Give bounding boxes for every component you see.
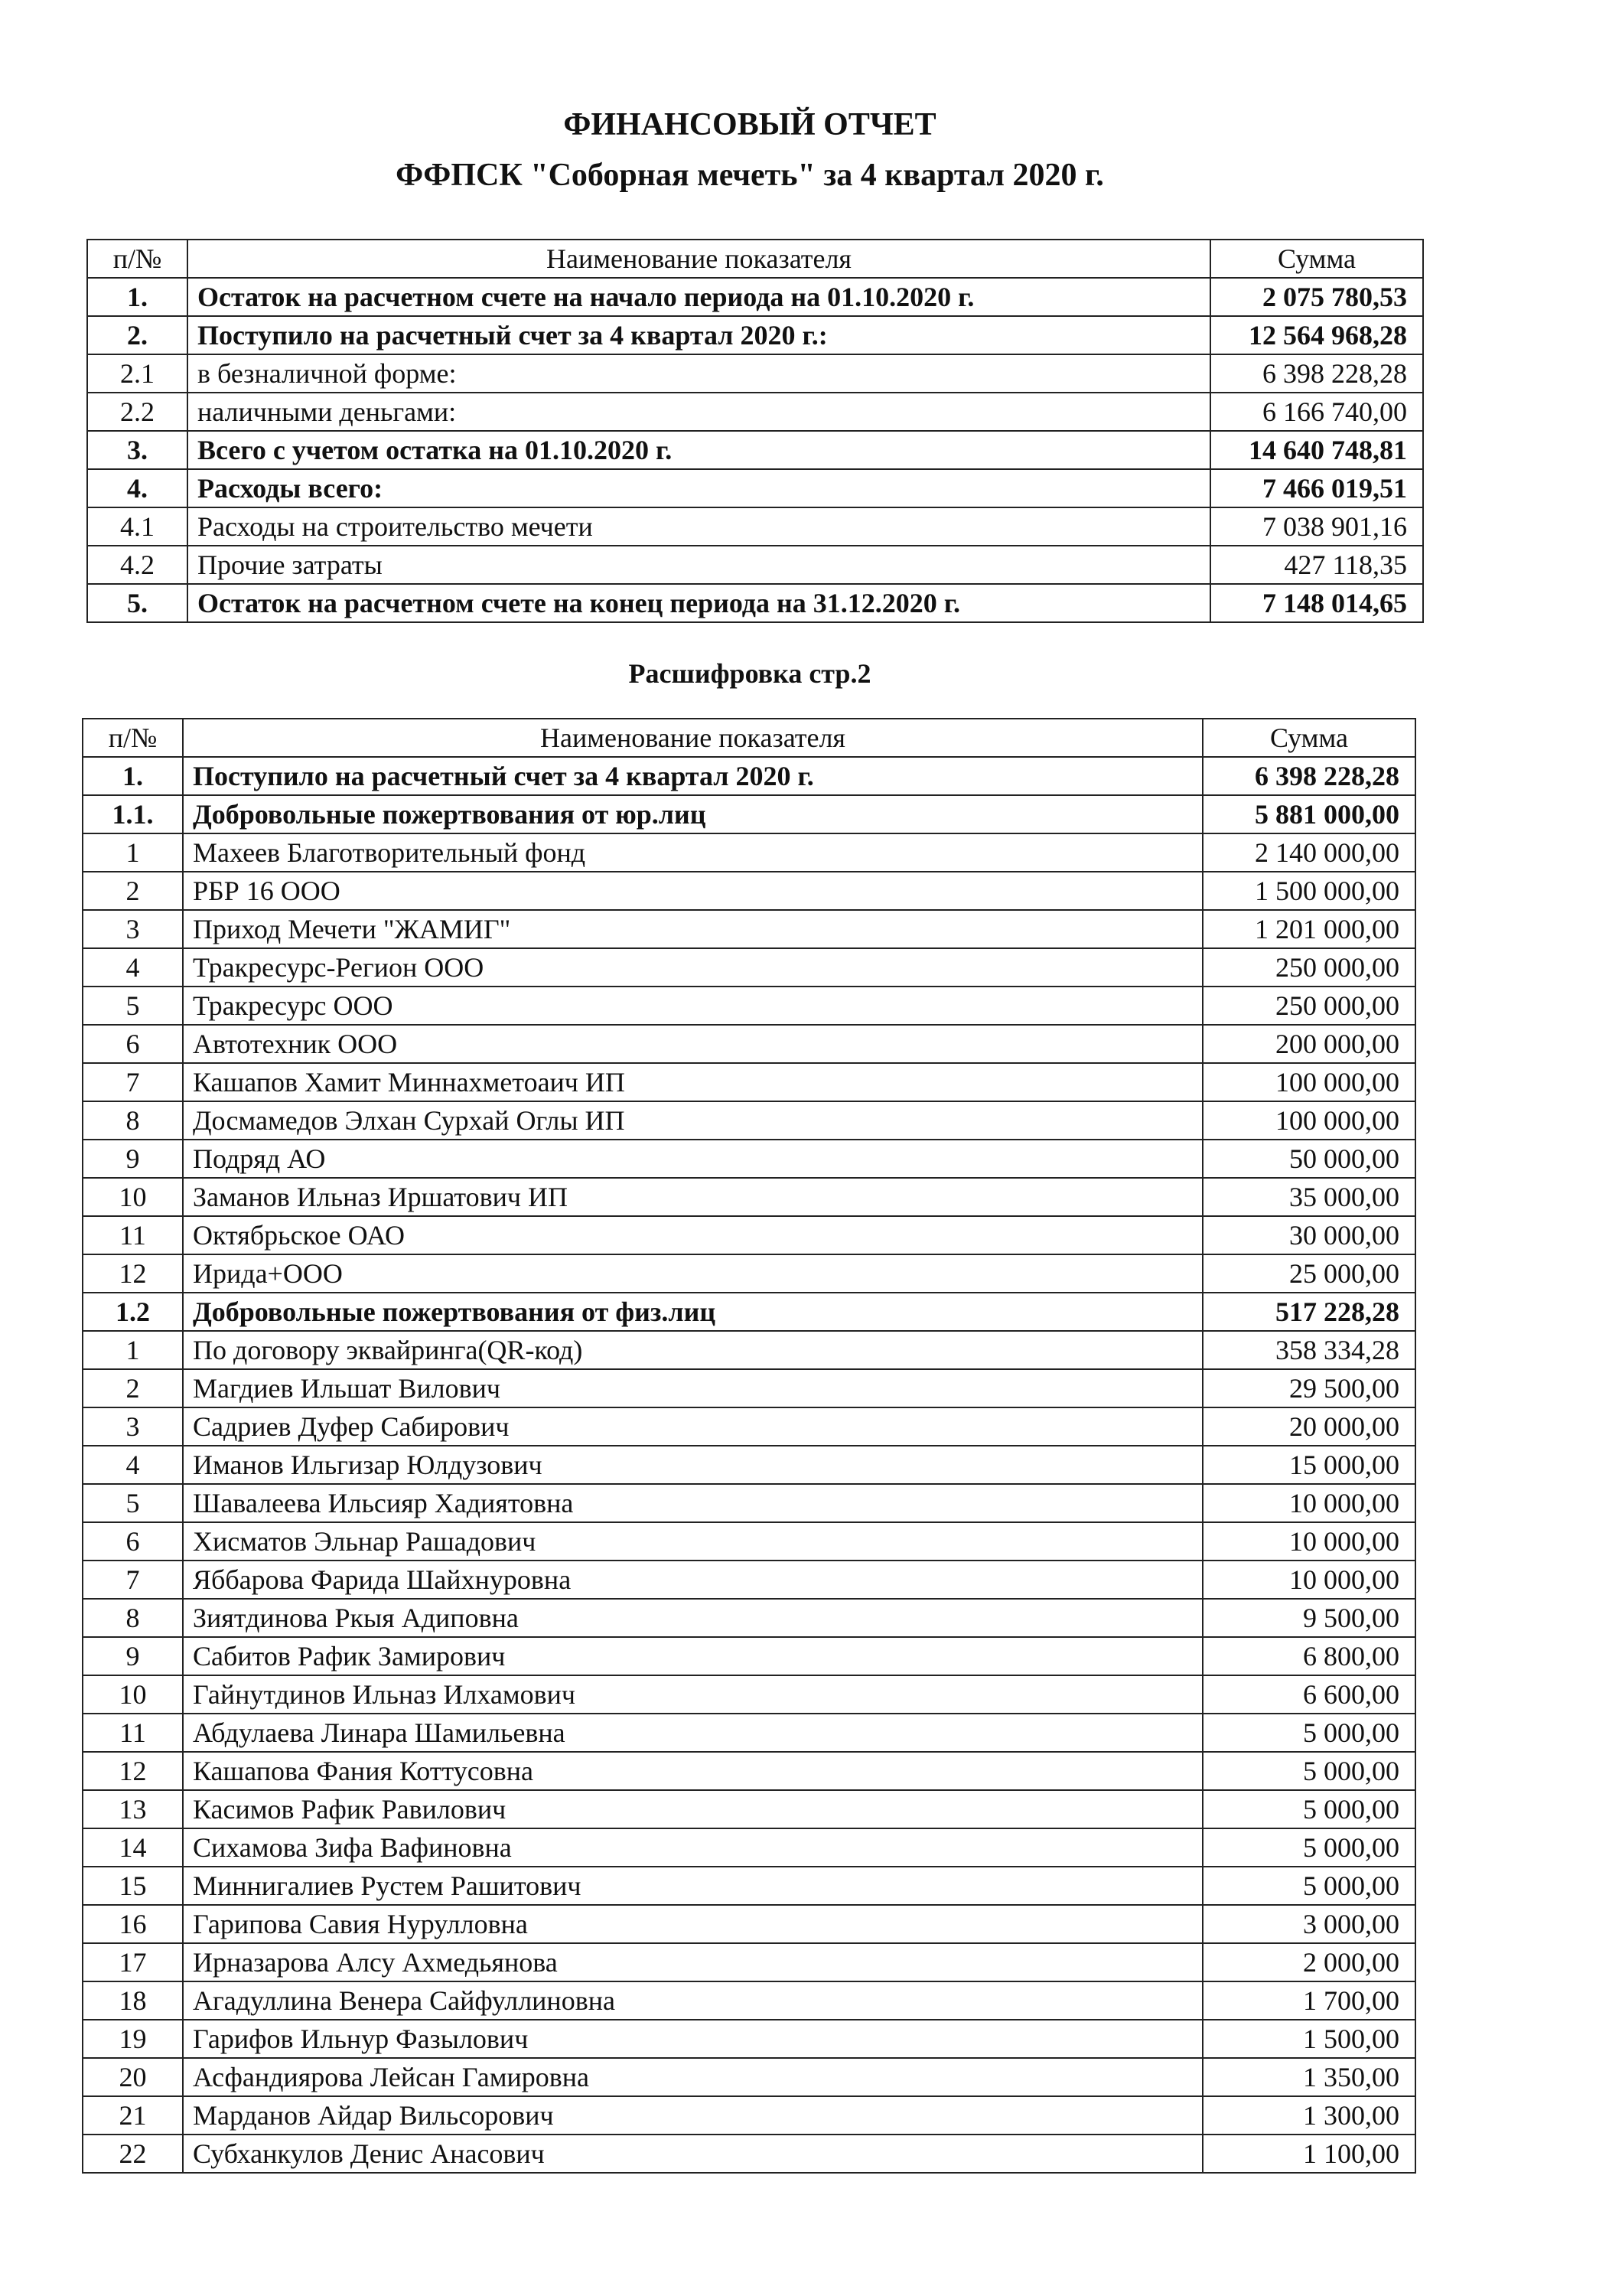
row-name: Зиятдинова Ркыя Адиповна (183, 1599, 1203, 1637)
table-row (87, 354, 1423, 393)
detail-table-body (83, 719, 1415, 2173)
row-name: РБР 16 ООО (183, 872, 1203, 910)
summary-table-body (87, 240, 1423, 622)
header-cell-name: Наименование показателя (183, 719, 1203, 757)
row-number: 5 (83, 1484, 183, 1522)
row-name: Поступило на расчетный счет за 4 квартал 2020 г.: (187, 316, 1210, 354)
row-number: 2. (87, 316, 187, 354)
table-row (87, 278, 1423, 316)
row-name: Асфандиярова Лейсан Гамировна (183, 2058, 1203, 2096)
table-row (83, 1446, 1415, 1484)
row-name: Добровольные пожертвования от физ.лиц (183, 1293, 1203, 1331)
table-row (83, 1216, 1415, 1254)
table-row (87, 393, 1423, 431)
row-name: Махеев Благотворительный фонд (183, 833, 1203, 872)
table-row (83, 1025, 1415, 1063)
row-number: 20 (83, 2058, 183, 2096)
row-name: Иманов Ильгизар Юлдузович (183, 1446, 1203, 1484)
row-number: 12 (83, 1254, 183, 1293)
row-sum: 50 000,00 (1203, 1140, 1415, 1178)
row-sum: 29 500,00 (1203, 1369, 1415, 1407)
row-number: 2.2 (87, 393, 187, 431)
row-name: Остаток на расчетном счете на конец периода на 31.12.2020 г. (187, 584, 1210, 622)
row-number: 6 (83, 1025, 183, 1063)
row-name: Заманов Ильназ Иршатович ИП (183, 1178, 1203, 1216)
table-row (83, 757, 1415, 795)
table-row (83, 795, 1415, 833)
row-sum: 1 300,00 (1203, 2096, 1415, 2135)
row-name: Магдиев Ильшат Вилович (183, 1369, 1203, 1407)
row-name: Расходы на строительство мечети (187, 507, 1210, 546)
row-sum: 9 500,00 (1203, 1599, 1415, 1637)
table-row (83, 1752, 1415, 1790)
row-sum: 2 140 000,00 (1203, 833, 1415, 872)
row-number: 10 (83, 1675, 183, 1714)
row-name: Сабитов Рафик Замирович (183, 1637, 1203, 1675)
table-row (83, 2096, 1415, 2135)
row-name: Шавалеева Ильсияр Хадиятовна (183, 1484, 1203, 1522)
table-row (83, 1407, 1415, 1446)
table-row (83, 1561, 1415, 1599)
table-row (83, 987, 1415, 1025)
table-row (83, 1943, 1415, 1981)
row-name: Ирназарова Алсу Ахмедьянова (183, 1943, 1203, 1981)
row-number: 1. (83, 757, 183, 795)
table-row (83, 1063, 1415, 1101)
row-name: в безналичной форме: (187, 354, 1210, 393)
row-sum: 7 466 019,51 (1210, 469, 1423, 507)
row-sum: 7 038 901,16 (1210, 507, 1423, 546)
row-number: 8 (83, 1101, 183, 1140)
row-sum: 358 334,28 (1203, 1331, 1415, 1369)
row-name: Тракресурс-Регион ООО (183, 948, 1203, 987)
row-sum: 25 000,00 (1203, 1254, 1415, 1293)
row-sum: 5 000,00 (1203, 1867, 1415, 1905)
detail-title: Расшифровка стр.2 (628, 658, 871, 689)
row-number: 3 (83, 910, 183, 948)
row-name: Абдулаева Линара Шамильевна (183, 1714, 1203, 1752)
row-number: 5. (87, 584, 187, 622)
detail-header-row (83, 719, 1415, 757)
row-number: 5 (83, 987, 183, 1025)
row-name: Прочие затраты (187, 546, 1210, 584)
row-sum: 30 000,00 (1203, 1216, 1415, 1254)
row-number: 7 (83, 1561, 183, 1599)
row-name: Подряд АО (183, 1140, 1203, 1178)
row-sum: 517 228,28 (1203, 1293, 1415, 1331)
row-name: Марданов Айдар Вильсорович (183, 2096, 1203, 2135)
row-number: 10 (83, 1178, 183, 1216)
row-sum: 1 201 000,00 (1203, 910, 1415, 948)
row-number: 22 (83, 2135, 183, 2173)
row-number: 11 (83, 1714, 183, 1752)
report-title: ФИНАНСОВЫЙ ОТЧЕТ (563, 107, 936, 142)
table-row (87, 431, 1423, 469)
row-sum: 10 000,00 (1203, 1484, 1415, 1522)
row-number: 1.1. (83, 795, 183, 833)
row-name: наличными деньгами: (187, 393, 1210, 431)
table-row (83, 1101, 1415, 1140)
table-row (83, 833, 1415, 872)
row-number: 7 (83, 1063, 183, 1101)
row-number: 4 (83, 948, 183, 987)
row-name: Поступило на расчетный счет за 4 квартал 2020 г. (183, 757, 1203, 795)
table-row (87, 469, 1423, 507)
row-number: 1 (83, 833, 183, 872)
table-row (83, 1331, 1415, 1369)
row-sum: 250 000,00 (1203, 987, 1415, 1025)
row-name: Гарифов Ильнур Фазылович (183, 2020, 1203, 2058)
row-sum: 7 148 014,65 (1210, 584, 1423, 622)
row-number: 15 (83, 1867, 183, 1905)
row-number: 18 (83, 1981, 183, 2020)
table-row (83, 1828, 1415, 1867)
row-sum: 5 000,00 (1203, 1828, 1415, 1867)
row-sum: 14 640 748,81 (1210, 431, 1423, 469)
row-name: Яббарова Фарида Шайхнуровна (183, 1561, 1203, 1599)
table-row (83, 910, 1415, 948)
row-name: Миннигалиев Рустем Рашитович (183, 1867, 1203, 1905)
table-row (83, 1178, 1415, 1216)
row-name: Субханкулов Денис Анасович (183, 2135, 1203, 2173)
row-number: 4.1 (87, 507, 187, 546)
row-number: 16 (83, 1905, 183, 1943)
row-number: 4. (87, 469, 187, 507)
row-sum: 12 564 968,28 (1210, 316, 1423, 354)
row-number: 9 (83, 1637, 183, 1675)
row-number: 9 (83, 1140, 183, 1178)
row-name: Автотехник ООО (183, 1025, 1203, 1063)
table-row (83, 1981, 1415, 2020)
summary-header-row (87, 240, 1423, 278)
row-name: По договору эквайринга(QR-код) (183, 1331, 1203, 1369)
row-sum: 1 500,00 (1203, 2020, 1415, 2058)
row-number: 1. (87, 278, 187, 316)
row-sum: 6 166 740,00 (1210, 393, 1423, 431)
row-sum: 1 100,00 (1203, 2135, 1415, 2173)
summary-table (86, 239, 1424, 623)
row-sum: 250 000,00 (1203, 948, 1415, 987)
table-row (83, 1254, 1415, 1293)
row-name: Хисматов Эльнар Рашадович (183, 1522, 1203, 1561)
row-number: 12 (83, 1752, 183, 1790)
row-sum: 3 000,00 (1203, 1905, 1415, 1943)
row-name: Агадуллина Венера Сайфуллиновна (183, 1981, 1203, 2020)
row-number: 2 (83, 872, 183, 910)
header-cell-num: п/№ (87, 240, 187, 278)
row-name: Сихамова Зифа Вафиновна (183, 1828, 1203, 1867)
row-name: Октябрьское ОАО (183, 1216, 1203, 1254)
row-number: 13 (83, 1790, 183, 1828)
row-sum: 5 000,00 (1203, 1752, 1415, 1790)
row-name: Добровольные пожертвования от юр.лиц (183, 795, 1203, 833)
row-number: 14 (83, 1828, 183, 1867)
row-number: 1 (83, 1331, 183, 1369)
table-row (83, 1369, 1415, 1407)
row-sum: 35 000,00 (1203, 1178, 1415, 1216)
detail-table (82, 718, 1416, 2174)
row-sum: 200 000,00 (1203, 1025, 1415, 1063)
table-row (87, 316, 1423, 354)
row-name: Касимов Рафик Равилович (183, 1790, 1203, 1828)
row-sum: 6 800,00 (1203, 1637, 1415, 1675)
row-number: 3. (87, 431, 187, 469)
row-sum: 5 000,00 (1203, 1790, 1415, 1828)
row-number: 8 (83, 1599, 183, 1637)
row-sum: 6 600,00 (1203, 1675, 1415, 1714)
header-cell-name: Наименование показателя (187, 240, 1210, 278)
row-number: 11 (83, 1216, 183, 1254)
row-sum: 20 000,00 (1203, 1407, 1415, 1446)
row-sum: 2 000,00 (1203, 1943, 1415, 1981)
row-name: Кашапов Хамит Миннахметоаич ИП (183, 1063, 1203, 1101)
row-name: Садриев Дуфер Сабирович (183, 1407, 1203, 1446)
row-name: Всего с учетом остатка на 01.10.2020 г. (187, 431, 1210, 469)
table-row (83, 2020, 1415, 2058)
table-row (83, 1714, 1415, 1752)
row-sum: 427 118,35 (1210, 546, 1423, 584)
table-row (83, 1484, 1415, 1522)
table-row (83, 2135, 1415, 2173)
row-name: Ирида+ООО (183, 1254, 1203, 1293)
row-name: Остаток на расчетном счете на начало периода на 01.10.2020 г. (187, 278, 1210, 316)
row-name: Кашапова Фания Коттусовна (183, 1752, 1203, 1790)
table-row (83, 872, 1415, 910)
table-row (83, 1867, 1415, 1905)
table-row (83, 1522, 1415, 1561)
header-cell-sum: Сумма (1210, 240, 1423, 278)
row-sum: 5 000,00 (1203, 1714, 1415, 1752)
row-number: 19 (83, 2020, 183, 2058)
header-cell-sum: Сумма (1203, 719, 1415, 757)
report-subtitle: ФФПСК "Соборная мечеть" за 4 квартал 2020 г. (396, 158, 1104, 193)
table-row (83, 948, 1415, 987)
row-name: Приход Мечети "ЖАМИГ" (183, 910, 1203, 948)
row-sum: 1 700,00 (1203, 1981, 1415, 2020)
table-row (87, 546, 1423, 584)
table-row (83, 1675, 1415, 1714)
row-number: 6 (83, 1522, 183, 1561)
row-name: Гайнутдинов Ильназ Илхамович (183, 1675, 1203, 1714)
row-sum: 15 000,00 (1203, 1446, 1415, 1484)
table-row (83, 1140, 1415, 1178)
row-number: 21 (83, 2096, 183, 2135)
row-sum: 100 000,00 (1203, 1063, 1415, 1101)
row-sum: 1 350,00 (1203, 2058, 1415, 2096)
row-sum: 6 398 228,28 (1203, 757, 1415, 795)
row-name: Досмамедов Элхан Сурхай Оглы ИП (183, 1101, 1203, 1140)
row-number: 4 (83, 1446, 183, 1484)
table-row (87, 584, 1423, 622)
row-sum: 10 000,00 (1203, 1522, 1415, 1561)
row-number: 2.1 (87, 354, 187, 393)
row-sum: 100 000,00 (1203, 1101, 1415, 1140)
table-row (83, 1293, 1415, 1331)
row-number: 1.2 (83, 1293, 183, 1331)
row-sum: 10 000,00 (1203, 1561, 1415, 1599)
row-sum: 2 075 780,53 (1210, 278, 1423, 316)
row-name: Тракресурс ООО (183, 987, 1203, 1025)
table-row (83, 1637, 1415, 1675)
table-row (83, 1905, 1415, 1943)
table-row (87, 507, 1423, 546)
row-sum: 6 398 228,28 (1210, 354, 1423, 393)
header-cell-num: п/№ (83, 719, 183, 757)
row-number: 17 (83, 1943, 183, 1981)
row-number: 3 (83, 1407, 183, 1446)
row-sum: 1 500 000,00 (1203, 872, 1415, 910)
table-row (83, 1599, 1415, 1637)
table-row (83, 2058, 1415, 2096)
row-name: Гарипова Савия Нурулловна (183, 1905, 1203, 1943)
table-row (83, 1790, 1415, 1828)
row-number: 2 (83, 1369, 183, 1407)
row-sum: 5 881 000,00 (1203, 795, 1415, 833)
row-number: 4.2 (87, 546, 187, 584)
row-name: Расходы всего: (187, 469, 1210, 507)
